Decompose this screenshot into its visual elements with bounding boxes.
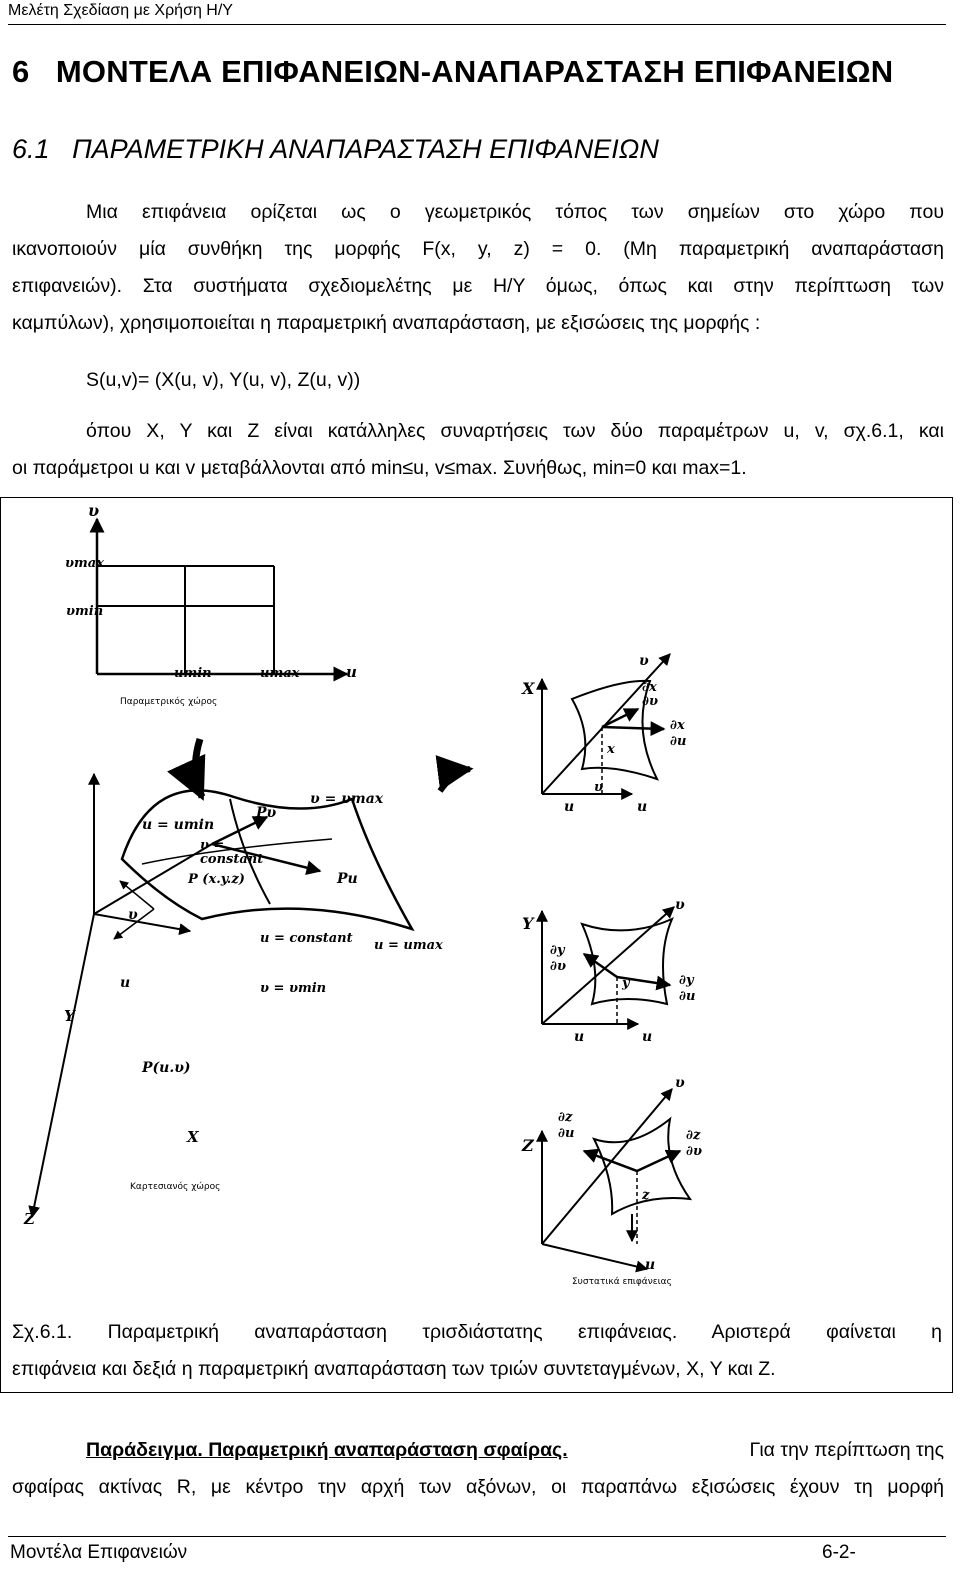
param-space-caption: Παραμετρικός χώρος — [120, 697, 218, 707]
header-rule — [8, 24, 946, 25]
label-Pxyz: P (x.y.z) — [188, 872, 245, 887]
label-u-eq-umax: u = umax — [374, 938, 443, 953]
paragraph-line: οι παράμετροι u και v μεταβάλλονται από min≤u, v≤max. Συνήθως, min=0 και max=1. — [12, 457, 747, 479]
label-y: y — [622, 976, 630, 991]
label-dx-2: ∂x — [670, 718, 685, 733]
example-text: Για την περίπτωση της — [749, 1439, 944, 1461]
footer-title: Μοντέλα Επιφανειών — [10, 1542, 188, 1563]
label-v2: υ — [594, 780, 604, 795]
label-u-eq-umin: u = umin — [142, 817, 215, 833]
label-dy-2: ∂y — [679, 973, 694, 988]
paragraph-line: όπου X, Y και Z είναι κατάλληλες συναρτήσεις των δύο παραμέτρων u, v, σχ.6.1, και — [86, 420, 944, 442]
label-u: u — [645, 1257, 656, 1273]
cartesian-surface-diagram — [23, 774, 443, 1228]
label-v-const-1: υ = — [200, 838, 225, 853]
axis-label-u: u — [346, 663, 357, 681]
label-X: X — [522, 679, 535, 698]
paragraph-line: ικανοποιούν μία συνθήκη της μορφής F(x, y, z) = 0. (Μη παραμετρική αναπαράσταση — [12, 238, 944, 260]
label-umax: umax — [260, 666, 300, 681]
label-vmax: υmax — [65, 556, 104, 571]
label-dv: ∂υ — [686, 1144, 702, 1159]
axis-label-v: υ — [88, 501, 100, 520]
y-component-diagram — [522, 897, 695, 1045]
label-Y: Y — [522, 914, 534, 933]
arrow-right-icon — [440, 769, 470, 791]
label-du: ∂u — [679, 989, 696, 1004]
paragraph-line: καμπύλων), χρησιμοποιείται η παραμετρική αναπαράσταση, με εξισώσεις της μορφής : — [12, 312, 761, 334]
label-dz: ∂z — [558, 1110, 573, 1125]
label-u: u — [574, 1029, 585, 1045]
z-component-diagram — [521, 1075, 702, 1287]
label-v: υ — [639, 653, 649, 669]
label-Pu: Pu — [337, 871, 358, 887]
label-v-eq-vmin: υ = υmin — [260, 981, 327, 996]
page-number: 6-2- — [822, 1542, 856, 1563]
label-u2: u — [642, 1029, 653, 1045]
example-line — [86, 1432, 944, 1469]
label-dv: ∂υ — [550, 959, 566, 974]
label-du: ∂u — [670, 734, 687, 749]
label-dz-2: ∂z — [686, 1128, 701, 1143]
example-line: σφαίρας ακτίνας R, με κέντρο την αρχή των αξόνων, οι παραπάνω εξισώσεις έχουν τη μορφή — [12, 1476, 944, 1498]
figure-caption-line: Σχ.6.1. Παραμετρική αναπαράσταση τρισδιάστατης επιφάνειας. Αριστερά φαίνεται η — [12, 1321, 942, 1343]
label-Z: Z — [522, 1136, 534, 1155]
equation: S(u,v)= (X(u, v), Y(u, v), Z(u, v)) — [86, 369, 361, 391]
figure-caption-line: επιφάνεια και δεξιά η παραμετρική αναπαράσταση των τριών συντεταγμένων, X, Y και Z. — [12, 1358, 776, 1380]
label-umin: umin — [174, 666, 212, 681]
cart-space-caption: Καρτεσιανός χώρος — [130, 1182, 221, 1192]
label-u-const: u = constant — [260, 931, 353, 946]
x-axis — [94, 914, 190, 931]
running-header: Μελέτη Σχεδίαση με Χρήση Η/Υ — [8, 2, 233, 19]
label-x: x — [607, 742, 615, 757]
label-v: υ — [675, 897, 685, 913]
chapter-title: ΜΟΝΤΕΛΑ ΕΠΙΦΑΝΕΙΩΝ-ΑΝΑΠΑΡΑΣΤΑΣΗ ΕΠΙΦΑΝΕΙΩΝ — [55, 54, 894, 89]
paragraph-line: επιφανειών). Στα συστήματα σχεδιομελέτης με Η/Υ όμως, όπως και στην περίπτωση των — [12, 275, 944, 297]
figure-drawing — [2, 499, 950, 1309]
section-heading — [12, 134, 659, 165]
label-v-eq-vmax: υ = υmax — [310, 791, 384, 807]
axis-label-Z: Z — [24, 1210, 35, 1228]
section-title: ΠΑΡΑΜΕΤΡΙΚΗ ΑΝΑΠΑΡΑΣΤΑΣΗ ΕΠΙΦΑΝΕΙΩΝ — [72, 134, 659, 164]
z-axis — [32, 914, 94, 1217]
components-caption: Συστατικά επιφάνειας — [572, 1277, 672, 1287]
parameter-space-diagram — [65, 501, 357, 707]
x-component-diagram — [521, 653, 686, 815]
label-v-small: υ — [128, 907, 138, 923]
example-heading: Παράδειγμα. Παραμετρική αναπαράσταση σφαίρας. — [86, 1439, 568, 1461]
label-dx: ∂x — [642, 680, 657, 695]
arrow-down-icon — [195, 739, 202, 797]
label-v: υ — [675, 1075, 685, 1091]
section-number: 6.1 — [12, 134, 50, 164]
label-Puv: P(u.υ) — [142, 1060, 191, 1076]
paragraph-line: Μια επιφάνεια ορίζεται ως ο γεωμετρικός τόπος των σημείων στο χώρο που — [86, 201, 944, 223]
label-dv: ∂υ — [642, 694, 658, 709]
label-z: z — [642, 1188, 650, 1203]
label-vmin: υmin — [66, 604, 104, 619]
chapter-heading — [12, 54, 893, 90]
axis-label-Y: Y — [64, 1007, 75, 1025]
chapter-number: 6 — [12, 54, 30, 89]
label-v-const-2: constant — [200, 852, 264, 867]
label-u: u — [564, 799, 575, 815]
label-du: ∂u — [558, 1126, 575, 1141]
label-u2: u — [637, 799, 648, 815]
label-Pv: Pυ — [256, 805, 277, 821]
footer-rule — [8, 1536, 946, 1537]
label-dy: ∂y — [550, 943, 565, 958]
label-u-small: u — [120, 975, 131, 991]
axis-label-X: X — [187, 1128, 199, 1146]
